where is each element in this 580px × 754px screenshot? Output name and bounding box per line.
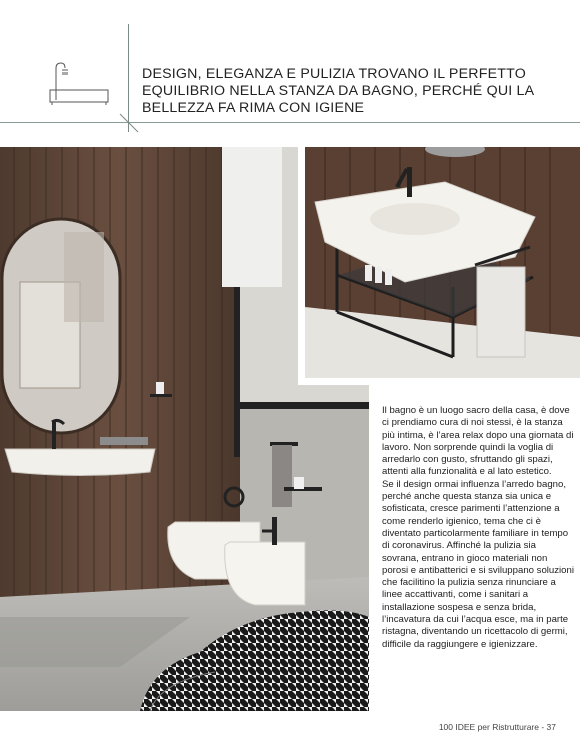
page-footer: 100 IDEE per Ristrutturare - 37 <box>438 722 556 732</box>
article-body <box>382 405 574 651</box>
bathtub-shower-icon <box>48 60 110 106</box>
header-divider-horizontal <box>0 122 580 123</box>
article-paragraph: Il bagno è un luogo sacro della casa, è dove ci prendiamo cura di noi stessi, è la stanza più intima, è l’area relax dopo una giornata di lavoro. Non sorprende quindi la voglia di arredarlo con gusto, sfruttando gli spazi, attenti alla funzionalità e al lato estetico. <box>382 405 574 478</box>
article-paragraph: Se il design ormai influenza l’arredo bagno, perché anche questa stanza sia unica e sofisticata, cresce parimenti l’attenzione a come renderlo igienico, tema che ci è diventato particolarmente familiare in tempo di coronavirus. Affinché la pulizia sia sovrana, entrano in gioco materiali non porosi e antibatterici e si sviluppano soluzioni che facilitino la pulizia senza rinunciare a linee accattivanti, come i sanitari a installazione sospesa e senza brida, l’incavatura da cui l’acqua esce, ma in parte ristagna, diventando un ricettacolo di germi, difficile da raggiungere e igienizzare. <box>382 478 574 650</box>
page-title: DESIGN, ELEGANZA E PULIZIA TROVANO IL PERFETTO EQUILIBRIO NELLA STANZA DA BAGNO, PERCHÉ QUI LA BELLEZZA FA RIMA CON IGIENE <box>142 66 534 116</box>
cross-mark-decoration <box>118 112 140 134</box>
washbasin-inset-photo <box>298 147 580 385</box>
